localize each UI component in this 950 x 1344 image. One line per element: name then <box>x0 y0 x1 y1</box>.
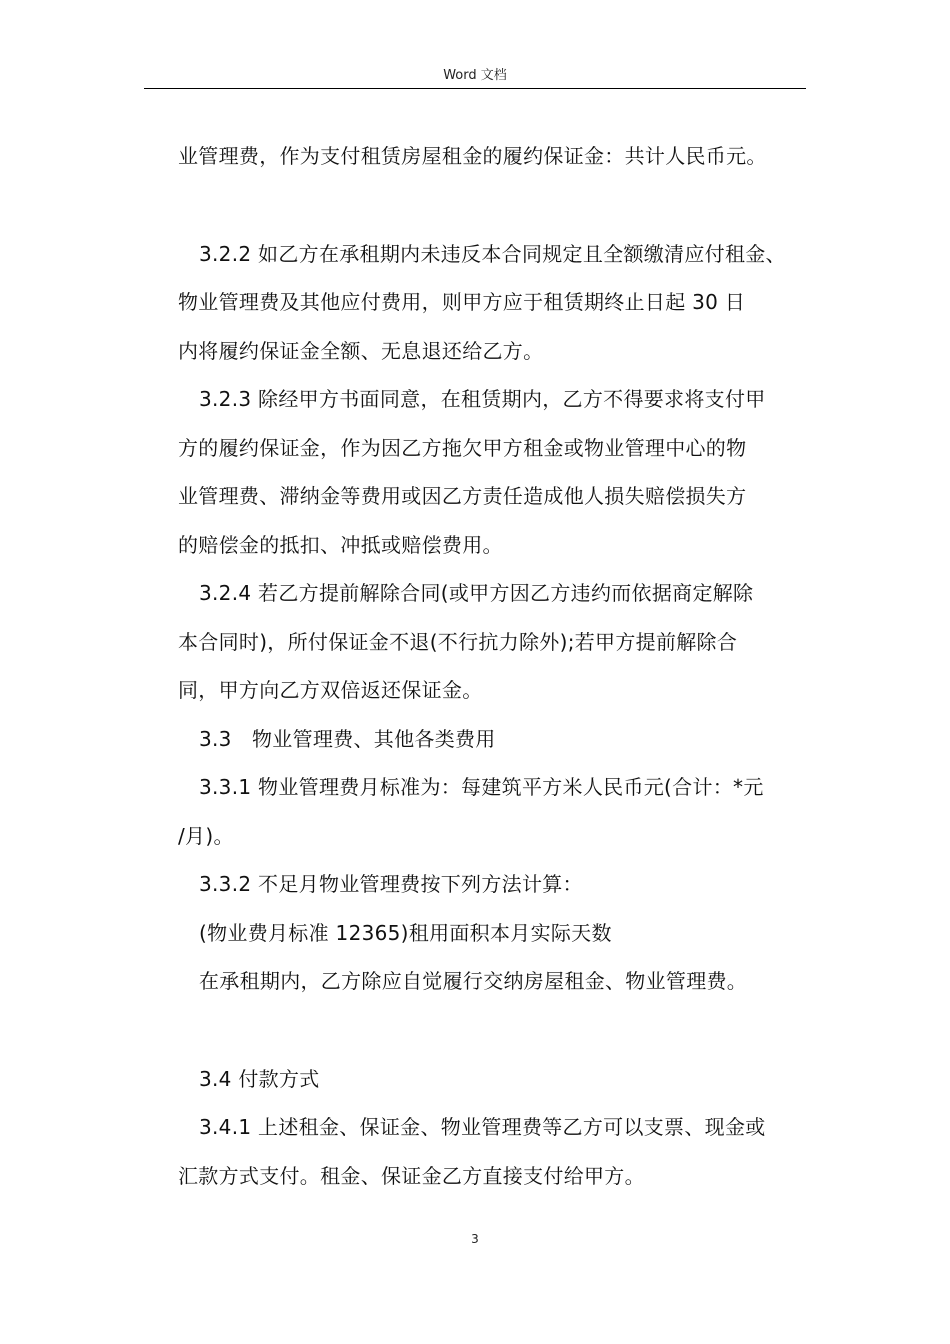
section-heading: 3.4 付款方式 <box>199 1066 320 1091</box>
paragraph-line: 3.3.1 物业管理费月标准为：每建筑平方米人民币元(合计：*元 <box>199 775 764 799</box>
page-number: 3 <box>471 1232 479 1246</box>
paragraph-line: 的赔偿金的抵扣、冲抵或赔偿费用。 <box>178 532 503 557</box>
paragraph-line: 3.4.1 上述租金、保证金、物业管理费等乙方可以支票、现金或 <box>199 1115 766 1139</box>
paragraph-line: (物业费月标准 12365)租用面积本月实际天数 <box>199 920 612 945</box>
paragraph-line: 3.3.2 不足月物业管理费按下列方法计算： <box>199 872 583 896</box>
paragraph-line: 本合同时)，所付保证金不退(不行抗力除外);若甲方提前解除合 <box>178 629 738 654</box>
section-heading: 3.3 物业管理费、其他各类费用 <box>199 726 496 751</box>
paragraph-line: 物业管理费及其他应付费用，则甲方应于租赁期终止日起 30 日 <box>178 290 746 314</box>
paragraph-line: 业管理费，作为支付租赁房屋租金的履约保证金：共计人民币元。 <box>178 144 767 168</box>
document-body <box>178 132 838 1200</box>
paragraph-line: 在承租期内，乙方除应自觉履行交纳房屋租金、物业管理费。 <box>199 969 748 993</box>
paragraph-line: 业管理费、滞纳金等费用或因乙方责任造成他人损失赔偿损失方 <box>178 484 747 508</box>
paragraph-line: 同，甲方向乙方双倍返还保证金。 <box>178 678 483 702</box>
header-divider <box>144 88 806 89</box>
paragraph-line: 方的履约保证金，作为因乙方拖欠甲方租金或物业管理中心的物 <box>178 435 747 460</box>
paragraph-line: 3.2.3 除经甲方书面同意，在租赁期内，乙方不得要求将支付甲 <box>199 387 766 411</box>
paragraph-line: /月)。 <box>178 823 234 848</box>
page-header-title: Word 文档 <box>443 68 507 83</box>
paragraph-line: 汇款方式支付。租金、保证金乙方直接支付给甲方。 <box>178 1163 645 1188</box>
paragraph-line: 内将履约保证金全额、无息退还给乙方。 <box>178 338 544 363</box>
paragraph-line: 3.2.4 若乙方提前解除合同(或甲方因乙方违约而依据商定解除 <box>199 581 754 605</box>
paragraph-line: 3.2.2 如乙方在承租期内未违反本合同规定且全额缴清应付租金、 <box>199 241 786 266</box>
